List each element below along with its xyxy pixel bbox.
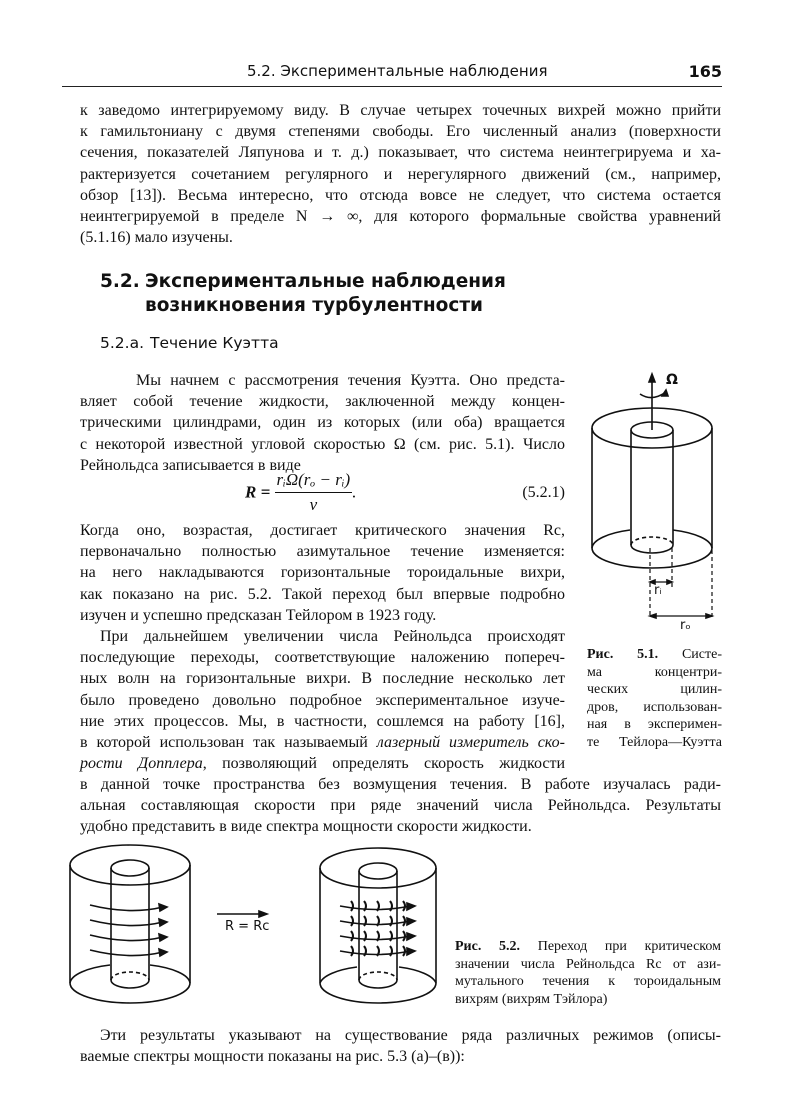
caption-line: ма концентри- <box>587 664 722 680</box>
caption-label: Рис. 5.2. <box>455 939 521 954</box>
text-line: Когда оно, возрастая, достигает критического значения Rc, <box>80 522 565 539</box>
text-line: При дальнейшем увеличении числа Рейнольдса происходят <box>100 628 565 645</box>
caption-label: Рис. 5.1. <box>587 647 659 662</box>
text-line: ваемые спектры мощности показаны на рис. 5.3 (а)–(в)): <box>80 1048 465 1066</box>
emphasis-term: лазерный измеритель ско- <box>376 734 565 752</box>
omega-label: Ω <box>666 372 678 388</box>
text-line: (5.1.16) мало изучены. <box>80 229 233 247</box>
text-run: в которой использован так называемый <box>80 734 377 752</box>
paragraph-3 <box>80 626 565 774</box>
text-line: Мы начнем с рассмотрения течения Куэтта. Оно предста- <box>136 372 565 389</box>
equation-fraction <box>275 470 353 515</box>
text-line: изучен и успешно предсказан Тейлором в 1923 году. <box>80 606 437 624</box>
page-number: 165 <box>688 62 722 81</box>
text-line: ных волн на горизонтальные вихри. В последние несколько лет <box>80 670 565 688</box>
outer-radius-label: rₒ <box>680 618 691 633</box>
paragraph-3-continued <box>80 774 721 838</box>
text-line: с некоторой известной угловой скоростью Ω (см. рис. 5.1). Число <box>80 435 565 453</box>
equation-lhs: R = <box>245 482 271 502</box>
text-line: Эти результаты указывают на существование ряда различных режимов (описы- <box>100 1027 721 1044</box>
emphasis-term: рости Допплера <box>80 755 203 773</box>
caption-line: дров, использован- <box>587 699 722 715</box>
equation-5-2-1 <box>245 470 565 520</box>
text-line: сечения, показателей Ляпунова и т. д.) показывает, что система неинтегрируема и ха- <box>80 144 721 162</box>
equation-numerator: rᵢΩ(rₒ − rᵢ) <box>275 470 353 493</box>
text-line: вляет собой течение жидкости, заключенной между концен- <box>80 393 565 411</box>
concentric-cylinders-diagram <box>580 370 740 650</box>
text-line: было проведено довольно подробное экспериментальное изуче- <box>80 691 565 709</box>
equation-denominator: ν <box>309 495 318 514</box>
text-line: первоначально полностью азимутальное течение изменяется: <box>80 543 565 561</box>
caption-line: те Тейлора—Куэтта <box>587 734 722 750</box>
inner-radius-label: rᵢ <box>654 583 662 598</box>
caption-line: значении числа Рейнольдса Rc от ази- <box>455 956 721 972</box>
text-line <box>80 753 565 774</box>
text-line: на него накладываются горизонтальные тороидальные вихри, <box>80 564 565 582</box>
text-line <box>80 732 565 753</box>
figure-5-1-caption <box>587 646 722 751</box>
figure-5-2-caption <box>455 938 721 1008</box>
text-line: трическими цилиндрами, один из которых (или оба) вращается <box>80 414 565 432</box>
closing-paragraph <box>80 1025 721 1067</box>
figure-5-1 <box>580 370 740 650</box>
text-line: Рейнольдса записывается в виде <box>80 456 301 474</box>
section-title-line2: возникновения турбулентности <box>145 295 484 316</box>
section-number: 5.2. <box>100 271 140 292</box>
caption-line <box>587 646 722 664</box>
running-header-title: 5.2. Экспериментальные наблюдения <box>247 62 548 80</box>
intro-paragraph <box>80 100 721 248</box>
section-heading <box>100 270 506 318</box>
figure-5-2 <box>55 835 445 1015</box>
subsection-title: Течение Куэтта <box>150 334 279 352</box>
text-line: обзор [13]). Весьма интересно, что отсюда вовсе не следует, что система остается <box>80 186 721 204</box>
text-line: к заведомо интегрируемому виду. В случае четырех точечных вихрей можно прийти <box>80 102 721 119</box>
text-line: удобно представить в виде спектра мощности скорости жидкости. <box>80 818 532 836</box>
text-line: к гамильтониану с двумя степенями свободы. Его численный анализ (поверхности <box>80 123 721 141</box>
text-line: как показано на рис. 5.2. Такой переход был впервые подробно <box>80 585 565 603</box>
equation-label: (5.2.1) <box>522 484 565 501</box>
text-line: неинтегрируемой в пределе N → ∞, для которого формальные свойства уравнений <box>80 208 721 226</box>
text-line: альная составляющая скорости при ряде значений числа Рейнольдса. Результаты <box>80 797 721 815</box>
paragraph-2 <box>80 520 565 626</box>
subsection-heading <box>100 334 279 352</box>
paragraph-1 <box>80 370 565 476</box>
equation-period: . <box>352 482 357 502</box>
caption-line: мутального течения к тороидальным <box>455 974 721 989</box>
text-line: ние этих процессов. Мы, в частности, сошлемся на работу [16], <box>80 712 565 730</box>
running-header <box>62 60 722 87</box>
text-line: последующие переходы, соответствующие наложению попереч- <box>80 649 565 667</box>
caption-line <box>455 938 721 956</box>
caption-text: Систе- <box>681 647 722 662</box>
subsection-number: 5.2.а. <box>100 334 145 352</box>
text-run: , позволяющий определять скорость жидкости <box>202 755 565 773</box>
caption-line: ная в эксперимен- <box>587 717 722 732</box>
section-title-line1: Экспериментальные наблюдения <box>145 271 506 292</box>
transition-label: R = Rc <box>225 919 270 934</box>
text-line: в данной точке пространства без возмущения течения. В работе изучалась ради- <box>80 776 721 793</box>
caption-line: вихрям (вихрям Тэйлора) <box>455 991 608 1007</box>
text-line: рактеризуется сочетанием регулярного и нерегулярного движений (см., например, <box>80 165 721 183</box>
caption-line: ческих цилин- <box>587 682 722 697</box>
caption-text: Переход при критическом <box>537 939 721 954</box>
